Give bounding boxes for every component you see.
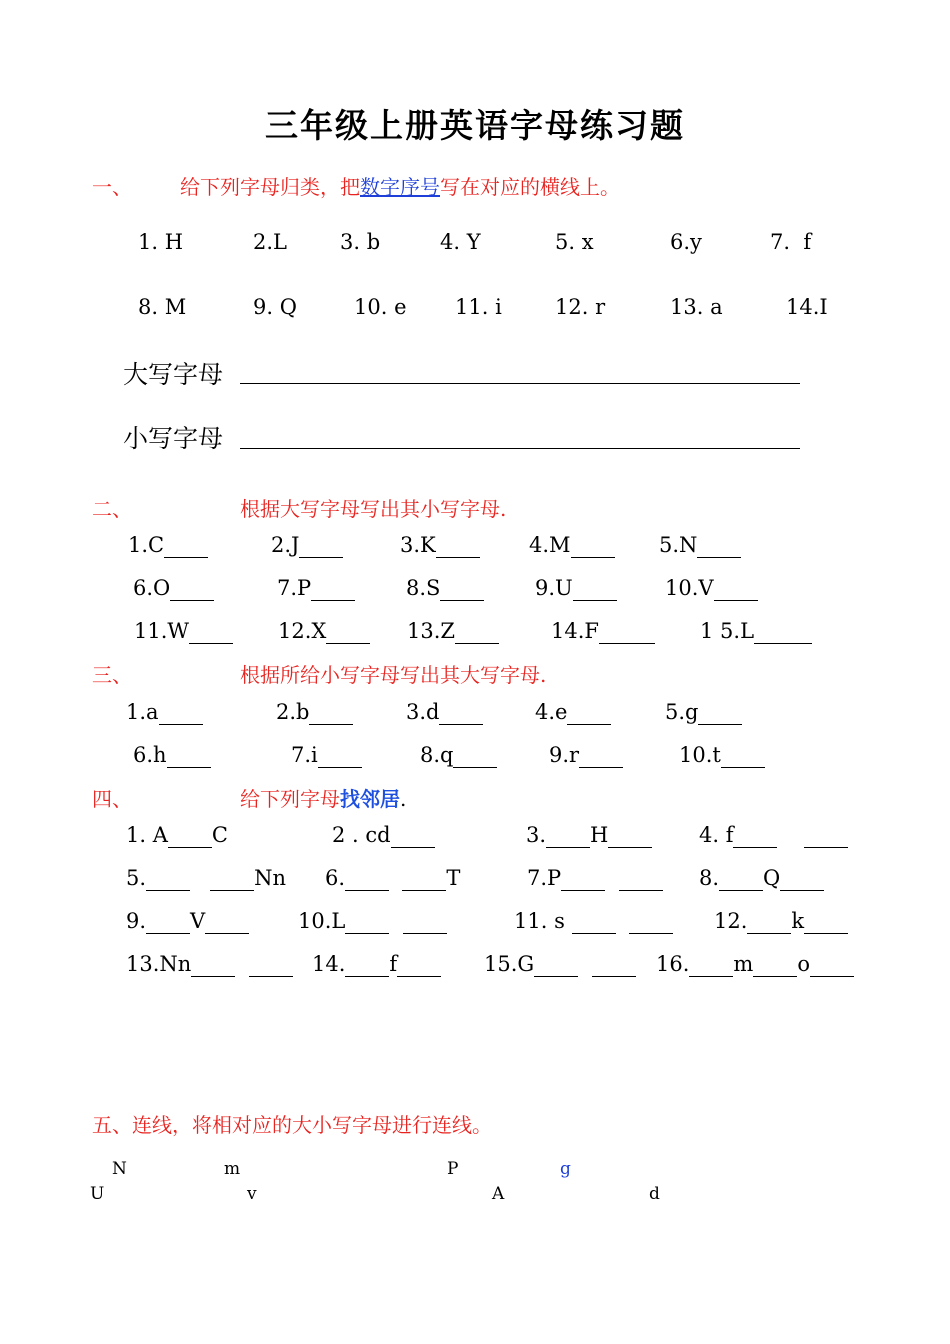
exercise-item: 7.i <box>291 743 362 768</box>
answer-blank[interactable] <box>189 619 233 644</box>
section3-number: 三、 <box>92 663 132 687</box>
instruction-text: . <box>400 787 407 811</box>
letter-item: 14.I <box>786 295 828 319</box>
answer-blank[interactable] <box>210 866 254 891</box>
exercise-item: 14.F <box>551 619 655 644</box>
answer-blank[interactable] <box>146 909 190 934</box>
letter-item: 3. b <box>340 230 381 254</box>
answer-blank[interactable] <box>546 823 590 848</box>
exercise-item: 3.K <box>400 533 480 558</box>
exercise-item: 14. f <box>312 952 441 977</box>
section2-number: 二、 <box>92 497 132 521</box>
matching-letter[interactable]: g <box>560 1159 571 1179</box>
answer-blank[interactable] <box>299 533 343 558</box>
letter-item: 5. x <box>555 230 594 254</box>
answer-blank[interactable] <box>455 619 499 644</box>
exercise-item: 4. f <box>699 823 848 848</box>
uppercase-label: 大写字母 <box>123 360 224 389</box>
exercise-item: 5. Nn <box>126 866 286 890</box>
section5-instruction: 五、连线，将相对应的大小写字母进行连线。 <box>92 1113 492 1137</box>
answer-blank[interactable] <box>439 700 483 725</box>
exercise-item: 9.r <box>549 743 623 768</box>
answer-blank[interactable] <box>804 823 848 848</box>
letter-item: 6.y <box>670 230 702 254</box>
answer-blank[interactable] <box>747 909 791 934</box>
page-title: 三年级上册英语字母练习题 <box>265 106 685 145</box>
letter-item: 8. M <box>138 295 187 319</box>
answer-blank[interactable] <box>572 909 616 934</box>
letter-item: 9. Q <box>253 295 297 319</box>
exercise-item: 6.O <box>133 576 214 601</box>
exercise-item: 13.Nn <box>126 952 293 977</box>
answer-blank[interactable] <box>168 823 212 848</box>
answer-blank[interactable] <box>599 619 655 644</box>
matching-letter[interactable]: m <box>224 1159 241 1179</box>
section1-instruction <box>180 171 620 200</box>
exercise-item: 10.V <box>665 576 758 601</box>
answer-blank[interactable] <box>167 743 211 768</box>
exercise-item: 9.U <box>535 576 617 601</box>
exercise-item: 10.L <box>298 909 447 934</box>
exercise-item: 1.C <box>128 533 208 558</box>
exercise-item: 10.t <box>679 743 765 768</box>
answer-blank[interactable] <box>719 866 763 891</box>
letter-item: 13. a <box>670 295 723 319</box>
matching-letter[interactable]: A <box>492 1184 505 1204</box>
answer-blank[interactable] <box>345 866 389 891</box>
answer-blank[interactable] <box>780 866 824 891</box>
answer-blank[interactable] <box>721 743 765 768</box>
exercise-item: 11. s <box>514 909 673 934</box>
matching-letter[interactable]: d <box>649 1184 660 1204</box>
answer-blank[interactable] <box>754 619 812 644</box>
exercise-item: 8.q <box>420 743 497 768</box>
answer-blank[interactable] <box>318 743 362 768</box>
answer-blank[interactable] <box>159 700 203 725</box>
exercise-item: 13.Z <box>407 619 499 644</box>
section2-instruction: 根据大写字母写出其小写字母. <box>240 497 507 521</box>
answer-blank[interactable] <box>714 576 758 601</box>
exercise-item: 8. Q <box>699 866 824 891</box>
matching-letter[interactable]: U <box>90 1184 105 1204</box>
exercise-item: 12.X <box>278 619 370 644</box>
answer-blank[interactable] <box>561 866 605 891</box>
instruction-text: 写在对应的横线上。 <box>440 175 620 199</box>
matching-letter[interactable]: P <box>447 1159 459 1179</box>
exercise-item: 5.N <box>659 533 741 558</box>
letter-item: 4. Y <box>440 230 481 254</box>
answer-blank[interactable] <box>453 743 497 768</box>
uppercase-answer-line[interactable] <box>240 383 800 384</box>
exercise-item: 2 . cd <box>332 823 435 848</box>
exercise-item: 5.g <box>665 700 742 725</box>
answer-blank[interactable] <box>440 576 484 601</box>
instruction-emphasis: 找邻居 <box>340 787 400 811</box>
letter-item: 11. i <box>455 295 502 319</box>
exercise-item: 2.b <box>276 700 353 725</box>
answer-blank[interactable] <box>573 576 617 601</box>
answer-blank[interactable] <box>592 952 636 977</box>
answer-blank[interactable] <box>567 700 611 725</box>
answer-blank[interactable] <box>403 909 447 934</box>
answer-blank[interactable] <box>205 909 249 934</box>
section4-number: 四、 <box>92 787 132 811</box>
exercise-item: 6. T <box>325 866 461 890</box>
answer-blank[interactable] <box>311 576 355 601</box>
exercise-item: 11.W <box>134 619 233 644</box>
answer-blank[interactable] <box>753 952 797 977</box>
exercise-item: 3.d <box>406 700 483 725</box>
letter-item: 10. e <box>354 295 407 319</box>
exercise-item: 7.P <box>527 866 663 891</box>
answer-blank[interactable] <box>698 700 742 725</box>
answer-blank[interactable] <box>810 952 854 977</box>
matching-letter[interactable]: N <box>112 1159 127 1179</box>
lowercase-answer-line[interactable] <box>240 448 800 449</box>
answer-blank[interactable] <box>249 952 293 977</box>
exercise-item: 4.M <box>529 533 615 558</box>
letter-item: 7. f <box>770 230 812 254</box>
answer-blank[interactable] <box>534 952 578 977</box>
instruction-emphasis: 数字序号 <box>360 175 440 199</box>
letter-item: 2.L <box>253 230 287 254</box>
exercise-item: 8.S <box>406 576 484 601</box>
answer-blank[interactable] <box>733 823 777 848</box>
exercise-item: 9. V <box>126 909 249 934</box>
exercise-item: 6.h <box>133 743 211 768</box>
answer-blank[interactable] <box>191 952 235 977</box>
letter-item: 1. H <box>138 230 184 254</box>
answer-blank[interactable] <box>579 743 623 768</box>
answer-blank[interactable] <box>309 700 353 725</box>
exercise-item: 15.G <box>484 952 636 977</box>
answer-blank[interactable] <box>436 533 480 558</box>
section4-instruction <box>240 783 406 812</box>
answer-blank[interactable] <box>391 823 435 848</box>
exercise-item: 4.e <box>535 700 611 725</box>
answer-blank[interactable] <box>608 823 652 848</box>
answer-blank[interactable] <box>571 533 615 558</box>
exercise-item: 12. k <box>714 909 848 934</box>
answer-blank[interactable] <box>326 619 370 644</box>
answer-blank[interactable] <box>619 866 663 891</box>
answer-blank[interactable] <box>402 866 446 891</box>
section1-number: 一、 <box>92 175 132 199</box>
answer-blank[interactable] <box>146 866 190 891</box>
instruction-text: 给下列字母 <box>240 787 340 811</box>
instruction-text: 给下列字母归类，把 <box>180 175 360 199</box>
exercise-item: 16. m o <box>656 952 854 977</box>
answer-blank[interactable] <box>170 576 214 601</box>
exercise-item: 1 5.L <box>700 619 812 644</box>
answer-blank[interactable] <box>345 909 389 934</box>
exercise-item: 1.a <box>126 700 203 725</box>
exercise-item: 7.P <box>277 576 355 601</box>
answer-blank[interactable] <box>164 533 208 558</box>
answer-blank[interactable] <box>629 909 673 934</box>
lowercase-label: 小写字母 <box>123 424 224 453</box>
matching-letter[interactable]: v <box>247 1184 257 1204</box>
answer-blank[interactable] <box>345 952 389 977</box>
answer-blank[interactable] <box>397 952 441 977</box>
letter-item: 12. r <box>555 295 606 319</box>
exercise-item: 3. H <box>526 823 652 848</box>
section3-instruction: 根据所给小写字母写出其大写字母. <box>240 663 547 687</box>
exercise-item: 2.J <box>271 533 343 558</box>
answer-blank[interactable] <box>689 952 733 977</box>
answer-blank[interactable] <box>804 909 848 934</box>
exercise-item: 1. A C <box>126 823 228 847</box>
answer-blank[interactable] <box>697 533 741 558</box>
